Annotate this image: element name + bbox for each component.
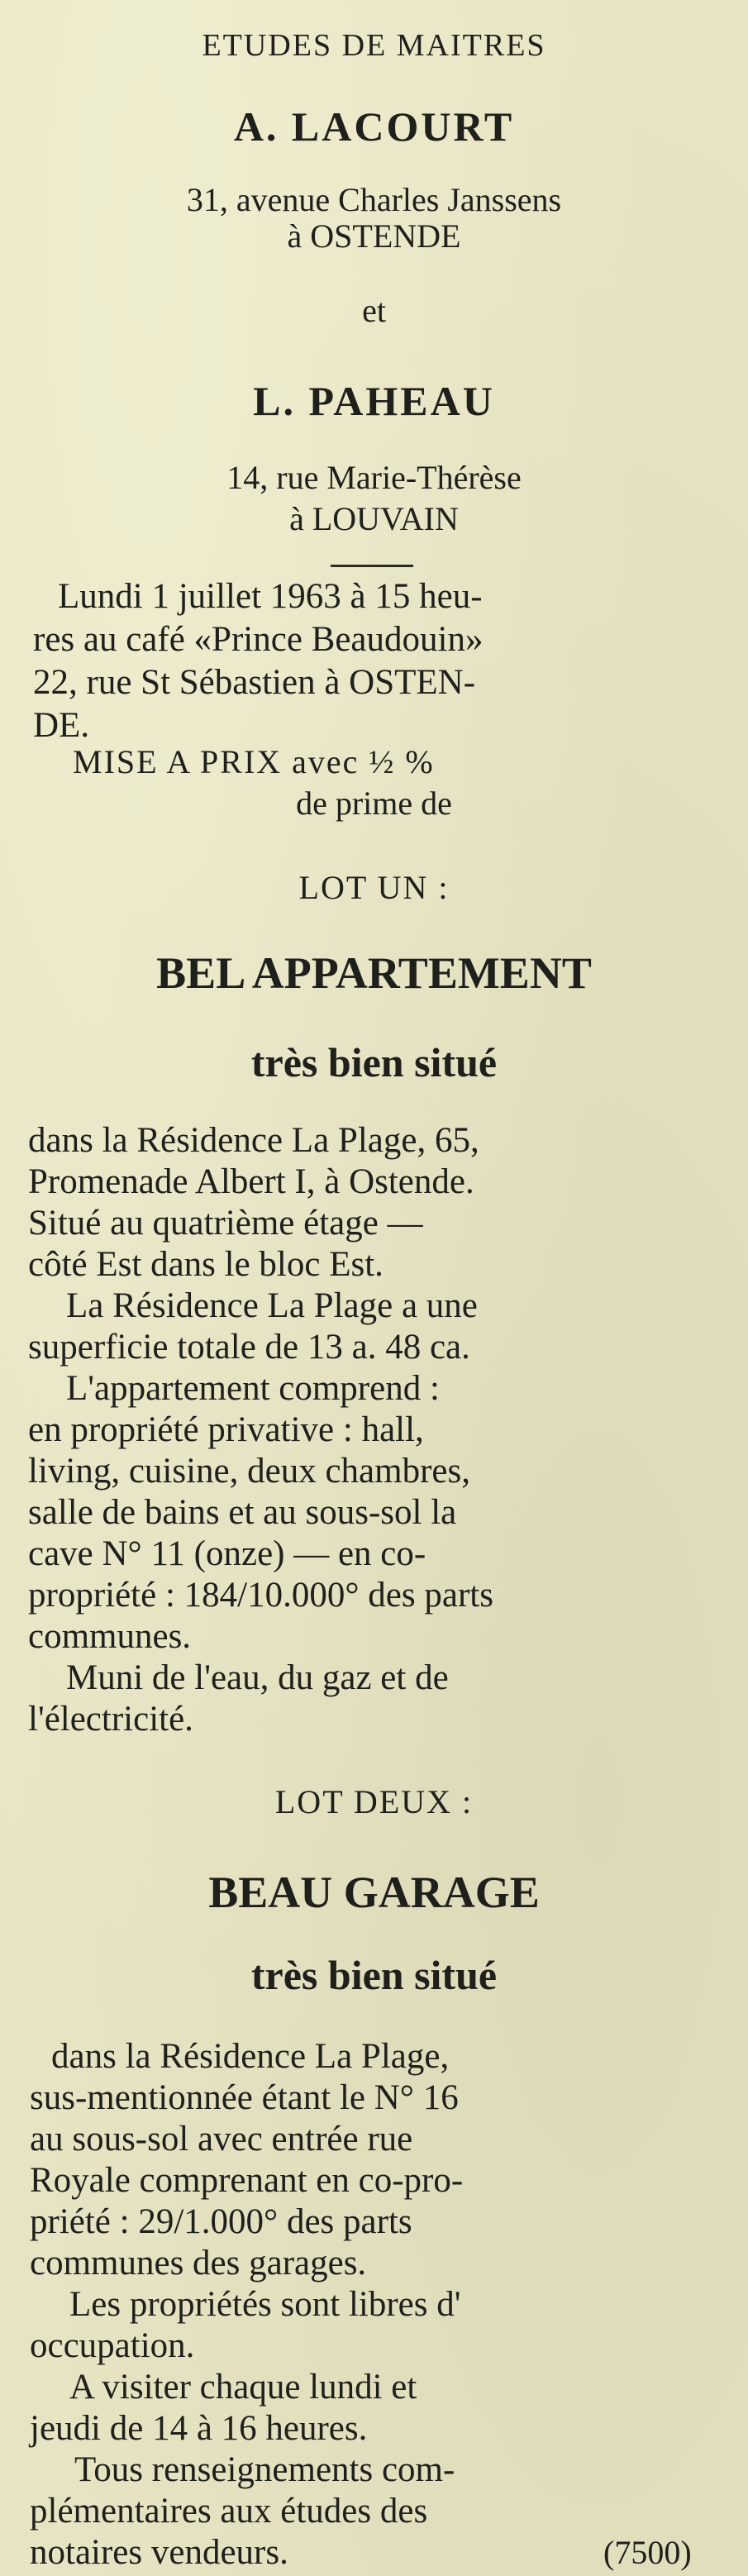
lot1-line-10: salle de bains et au sous-sol la [28, 1493, 457, 1532]
lot1-line-11: cave N° 11 (onze) — en co- [28, 1534, 426, 1573]
lot2-line-1: dans la Résidence La Plage, [51, 2037, 450, 2076]
sale-line-1: Lundi 1 juillet 1963 à 15 heu- [58, 577, 483, 616]
sale-line-4: DE. [33, 706, 90, 745]
lot1-line-7: L'appartement comprend : [66, 1369, 440, 1408]
lot1-subtitle: très bien situé [250, 1039, 498, 1085]
notary2-name: L. PAHEAU [253, 378, 495, 424]
lot1-title: BEL APPARTEMENT [156, 948, 592, 998]
lot1-line-12: propriété : 184/10.000° des parts [28, 1576, 493, 1615]
lot2-line-3: au sous-sol avec entrée rue [30, 2120, 413, 2159]
mise-a-prix: MISE A PRIX avec ½ % [73, 743, 435, 780]
notary1-name: A. LACOURT [233, 103, 515, 150]
lot2-line-5: priété : 29/1.000° des parts [30, 2202, 412, 2241]
lot1-line-4: côté Est dans le bloc Est. [28, 1245, 384, 1284]
lot2-line-13: notaires vendeurs. [30, 2533, 288, 2572]
lot1-line-6: superficie totale de 13 a. 48 ca. [28, 1328, 470, 1367]
notary1-address-line1: 31, avenue Charles Janssens [186, 181, 562, 218]
lot2-title: BEAU GARAGE [208, 1868, 540, 1917]
notary2-address-line2: à LOUVAIN [289, 500, 459, 537]
lot2-line-12: plémentaires aux études des [30, 2492, 428, 2531]
notary2-address-line1: 14, rue Marie-Thérèse [226, 459, 522, 496]
lot1-line-2: Promenade Albert I, à Ostende. [28, 1162, 474, 1201]
notary1-address-line2: à OSTENDE [287, 217, 461, 255]
header-title: ETUDES DE MAITRES [202, 28, 546, 63]
lot2-line-4: Royale comprenant en co-pro- [30, 2161, 464, 2200]
lot1-line-5: La Résidence La Plage a une [66, 1286, 478, 1325]
lot2-line-7: Les propriétés sont libres d' [69, 2285, 461, 2324]
prime-line: de prime de [296, 785, 452, 822]
sale-line-2: res au café «Prince Beaudouin» [33, 620, 484, 659]
lot2-line-6: communes des garages. [30, 2244, 367, 2283]
lot1-line-8: en propriété privative : hall, [28, 1410, 424, 1449]
lot2-line-8: occupation. [30, 2326, 195, 2365]
lot2-line-9: A visiter chaque lundi et [69, 2368, 417, 2407]
lot1-label: LOT UN : [298, 869, 450, 906]
lot1-line-3: Situé au quatrième étage — [28, 1204, 423, 1243]
lot1-line-13: communes. [28, 1617, 192, 1656]
lot2-label: LOT DEUX : [274, 1783, 474, 1820]
lot2-line-10: jeudi de 14 à 16 heures. [30, 2409, 368, 2448]
lot2-line-2: sus-mentionnée étant le N° 16 [30, 2078, 459, 2117]
lot1-line-15: l'électricité. [28, 1700, 193, 1739]
lot2-line-11: Tous renseignements com- [74, 2450, 455, 2489]
conjunction: et [362, 292, 386, 329]
reference-number: (7500) [603, 2534, 692, 2571]
lot1-line-14: Muni de l'eau, du gaz et de [66, 1658, 449, 1697]
lot2-subtitle: très bien situé [250, 1952, 498, 1998]
sale-line-3: 22, rue St Sébastien à OSTEN- [33, 663, 476, 702]
lot1-line-9: living, cuisine, deux chambres, [28, 1452, 470, 1491]
lot1-line-1: dans la Résidence La Plage, 65, [28, 1121, 479, 1160]
divider-rule [331, 565, 413, 567]
